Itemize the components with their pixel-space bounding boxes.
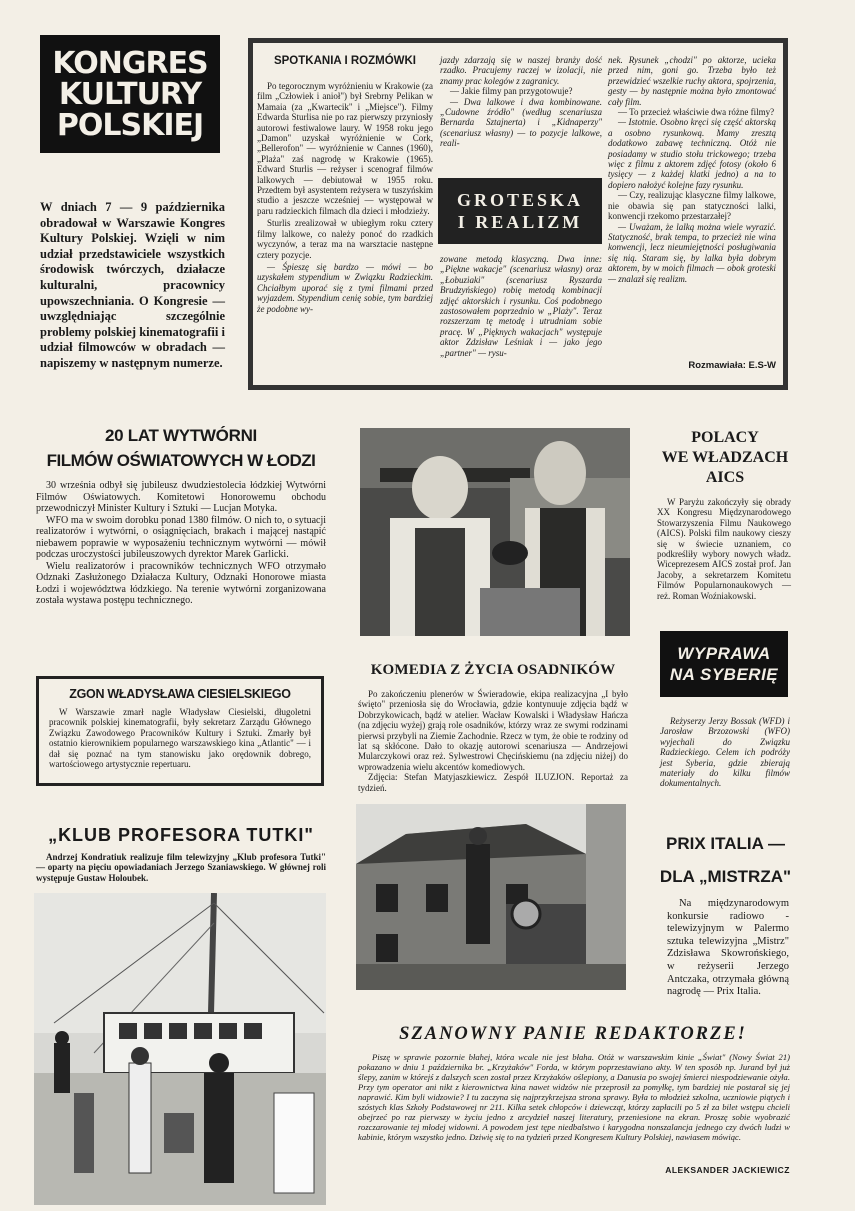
wyprawa-box: [660, 631, 788, 697]
groteska-line-2: I REALIZM: [457, 212, 583, 232]
photo-ship-deck: [34, 893, 326, 1205]
klub-heading: „KLUB PROFESORA TUTKI": [48, 825, 314, 845]
prix-text: Na międzynarodowym konkursie radiowo - telewizyjnym w Palermo sztuka telewizyjna „Mistrz" Zdzisława Skowrońskiego, w reżyserii Jerzego Antczaka, otrzymała główną nagrodę — Prix Italia.: [667, 898, 789, 998]
kongres-text: W dniach 7 — 9 października obradował w Warszawie Kongres Kultury Polskiej. Wzięli w nim udział przedstawiciele wszystkich środowisk twórczych, działacze kulturalni, pracownicy upowszechniania. O Kongresie — uwzględniając szczególnie problemy polskiej kinematografii i udział filmowców w obradach — napiszemy w następnym numerze.: [40, 200, 225, 370]
zgon-box: [36, 676, 324, 786]
spotkania-p2: Sturlis zrealizował w ubiegłym roku cztery filmy lalkowe, co należy ponoć do rzadkich wyczynów, a teraz ma na warsztacie następne cztery pozycje.: [257, 218, 433, 260]
wyprawa-text: Reżyserzy Jerzy Bossak (WFD) i Jarosław Brzozowski (WFO) wyjechali do Związku Radzieckiego. Celem ich podróży jest Syberia, gdzie zbierają materiały do kilku filmów dokumentalnych.: [660, 716, 790, 789]
spotkania-c2-p2: — Jakie filmy pan przygotowuje?: [450, 86, 573, 97]
photo-two-men: [360, 428, 630, 636]
wfo-p3: Wielu realizatorów i pracowników technicznych WFO otrzymało Odznaki Zasłużonego Działacza Kultury, Odznaki Honorowe miasta Łodzi i województwa łódzkiego. Na terenie wytwórni zorganizowana została wystawa postępu technicznego.: [36, 560, 326, 606]
aics-heading-2: WE WŁADZACH: [661, 449, 789, 466]
spotkania-c3-p3: — Istotnie. Osobno kręci się część aktorską a osobno rysunkową. Mamy zresztą dodatkowo zabawę techniczną. Otóż nie posiadamy w studio stołu trickowego; trzeba więc z filmu z aktorem zdjęć fotosy (około 6 tysięcy — z każdej klatki jedno) a na to dopiero nałożyć kolejne fazy rysunku.: [608, 117, 776, 190]
wyprawa-heading: WYPRAWA: [677, 644, 771, 663]
wfo-p1: 30 września odbył się jubileusz dwudziestolecia łódzkiej Wytwórni Filmów Oświatowych. Komitetowi Honorowemu obchodu przewodniczył Minister Kultury i Sztuki — Lucjan Motyka.: [36, 480, 326, 514]
spotkania-col2: [440, 55, 602, 149]
spotkania-c3-p2: — To przecież właściwie dwa różne filmy?: [618, 107, 775, 118]
groteska-line-1: GROTESKA: [456, 190, 584, 210]
letter-text: Piszę w sprawie pozornie błahej, która wcale nie jest błaha. Otóż w warszawskim kinie „Świat" (Nowy Świat 21) pokazano w dniu 1 października br. „Krzyżaków" Forda, w którym poprzestawiano akty. W ten sposób np. Jurand był już ślepy, zanim w którejś z dalszych scen został przez Krzyżaków oślepiony, a Danusia po swojej śmierci niespodziewanie ożyła. Przy tym operator ani nikt z kierownictwa kina nawet widzów nie przeprosił za pomyłkę, tym bardziej nie postarał się jej naprawić. Kim byli widzowie? I tu zaczyna się najprzykrzejsza strona sprawy. Była to młodzież szkolna, uczniowie piątych i szóstych klas Szkoły Podstawowej nr 211. Kilka setek chłopców i dziewcząt, którzy zapłacili po 5 zł za bilet wstępu chcieli obejrzeć po raz pierwszy w życiu jedno z arcydzieł naszej literatury, przeniesione na ekran. Proszę sobie wyobrazić rozczarowanie tej młodej widowni. A powodem jest tępe niedbalstwo i karygodna nonszalancja jednego czy dwóch ludzi w kabinie, którym wszystko jedno. Dziwię się to na tydzień przed Kongresem Kultury Polskiej, nawiasem mówiąc.: [358, 1052, 790, 1142]
wfo-heading: 20 LAT WYTWÓRNI: [105, 426, 257, 445]
letter-signature: ALEKSANDER JACKIEWICZ: [665, 1165, 790, 1175]
groteska-box: [438, 178, 602, 244]
komedia-article: [358, 689, 628, 793]
letter-heading: SZANOWNY PANIE REDAKTORZE!: [399, 1024, 747, 1044]
spotkania-c3-p1: nek. Rysunek „chodzi" po aktorze, ucieka przed nim, goni go. Trzeba było też przewidzieć wszelkie ruchy aktora, spojrzenia, gesty — by następnie można było zmontować cały film.: [608, 55, 776, 107]
spotkania-c3-p4: — Czy, realizując klasyczne filmy lalkowe, nie obawia się pan statyczności lalki, konwencji rzekomo przestarzałej?: [608, 190, 776, 222]
zgon-text: W Warszawie zmarł nagle Władysław Ciesielski, długoletni pracownik polskiej kinematografii, były sekretarz Zarządu Głównego Związku Zawodowego Pracowników Kultury i Sztuki. Zmarły był ostatnio kierownikiem popularnego warszawskiego kina „Atlantic" — i dał się poznać na tym stanowisku jako orędownik dobrego, wartościowego artystycznie repertuaru.: [49, 707, 311, 770]
aics-heading: POLACY: [691, 429, 759, 446]
aics-heading-3: AICS: [705, 469, 745, 486]
komedia-heading: KOMEDIA Z ŻYCIA OSADNIKÓW: [370, 662, 616, 678]
prix-heading: PRIX ITALIA —: [666, 834, 785, 853]
wfo-heading-2: FILMÓW OŚWIATOWYCH W ŁODZI: [46, 451, 316, 470]
logo-line-1: KONGRES: [52, 45, 208, 81]
spotkania-p3: — Śpieszę się bardzo — mówi — bo uzyskałem stypendium w Związku Radzieckim. Chciałbym uporać się z tymi filmami przed wyjazdem. Stypendium cenię sobie, tym bardziej że podobne wy-: [257, 261, 433, 314]
wyprawa-heading-2: NA SYBERIĘ: [669, 665, 779, 684]
komedia-text: Po zakończeniu plenerów w Świeradowie, ekipa realizacyjna „I było święto" przeniosła się do Wrocławia, gdzie kontynuuje zdjęcia bądź w Dobrzykowicach, bądź w atelier. Wacław Kowalski i Władysław Hańcza (na zdjęciu wyżej) grają role osadników, którzy wraz ze swymi rodzinami pierwsi przybyli na Ziemie Zachodnie. Rzecz w tym, że obie te rodziny od lat są skłócone. Dało to okazję autorowi scenariusza — Andrzejowi Mularczykowi oraz reż. Sylwestrowi Chęcińskiemu (na zdjęciu niżej) do wprowadzenia wielu akcentów komediowych.: [358, 689, 628, 772]
wfo-article: [36, 480, 326, 607]
spotkania-signature: Rozmawiała: E.S-W: [688, 360, 776, 371]
spotkania-col3: [608, 55, 776, 284]
spotkania-c2-p3: — Dwa lalkowe i dwa kombinowane. „Cudowne źródło" (według scenariusza Bernarda Sztajnerta) i „Kidnaperzy" (scenariusz własny) — to pozycje lalkowe, reali-: [440, 96, 602, 149]
klub-text: Andrzej Kondratiuk realizuje film telewizyjny „Klub profesora Tutki" — oparty na pięciu opowiadaniach Jerzego Szaniawskiego. W głównej roli występuje Gustaw Holoubek.: [36, 852, 326, 883]
spotkania-heading: SPOTKANIA I ROZMÓWKI: [273, 55, 417, 67]
komedia-credits: Zdjęcia: Stefan Matyjaszkiewicz. Zespół ILUZJON. Reportaż za tydzień.: [358, 772, 628, 793]
photo-film-crew: [356, 804, 626, 990]
aics-text: W Paryżu zakończyły się obrady XX Kongresu Międzynarodowego Stowarzyszenia Filmu Naukowego (AICS). Polski film naukowy cieszy się w świecie uznaniem, co podkreśliły wybory nowych władz. Wiceprezesem AICS został prof. Jan Jacoby, a sekretarzem Komitetu Filmów Popularnonaukowych — reż. Roman Woźniakowski.: [657, 497, 791, 601]
spotkania-c2-p1: jazdy zdarzają się w naszej branży dość rzadko. Pracujemy raczej w izolacji, nie znamy prac kolegów z zagranicy.: [440, 55, 602, 86]
logo-line-3: POLSKIEJ: [56, 107, 204, 143]
wfo-p2: WFO ma w swoim dorobku ponad 1380 filmów. O nich to, o sytuacji realizatorów i wytwórni, o osiągnięciach, brakach i mającej nastąpić niebawem poprawie w wyposażeniu technicznym wytwórni — mówił podczas uroczystości jubileuszowych dyrektor Marek Garlicki.: [36, 514, 326, 560]
prix-heading-2: DLA „MISTRZA": [659, 867, 792, 886]
spotkania-c3-p5: — Uważam, że lalką można wiele wyrazić. Statyczność, brak tempa, to przecież nie wina konwencji, lecz nieumiejętności posługiwania się nią. Staram się, by lalka była dobrym aktorem, by w moich filmach — obok groteski — znalazł się realizm.: [608, 221, 776, 284]
kongres-logo: [40, 35, 220, 153]
zgon-heading: ZGON WŁADYSŁAWA CIESIELSKIEGO: [69, 687, 291, 701]
spotkania-p1: Po tegorocznym wyróżnieniu w Krakowie (za film „Człowiek i anioł") był Srebrny Pelikan w Mamaia (za „Kwartecik" i „Miejsce"). Filmy Edwarda Sturlisa nie po raz pierwszy przyniosły autorowi festiwalowe laury. W 1958 roku jego „Damon" uzyskał wyróżnienie w Cork, „Bellerofon" — wyróżnienie w Cannes (1960), „Plaża" zaś nagrodę w Krakowie (1965). Edward Sturlis — reżyser i scenograf filmów lalkowych — debiutował w 1955 roku. Przedtem był asystentem reżysera w tuszyńskim studio a jeszcze wcześniej — występował w paru radzieckich filmach dla dzieci i młodzieży.: [257, 81, 433, 216]
spotkania-col1: [257, 55, 433, 314]
logo-line-2: KULTURY: [58, 76, 202, 112]
spotkania-c2-p4: zowane metodą klasyczną. Dwa inne: „Piękne wakacje" (scenariusz własny) oraz „Łobuziaki" (scenariusz Ryszarda Brudzyńskiego) robię metodą kombinacji zdjęć aktorskich i rysunku. Coś podobnego zastosowałem poprzednio w „Plaży". Teraz rozszerzam tę metodę i utrudniam sobie pracę. W „Pięknych wakacjach" występuje aktor Zdzisław Leśniak i — jako jego „partner" — rysu-: [440, 254, 602, 358]
